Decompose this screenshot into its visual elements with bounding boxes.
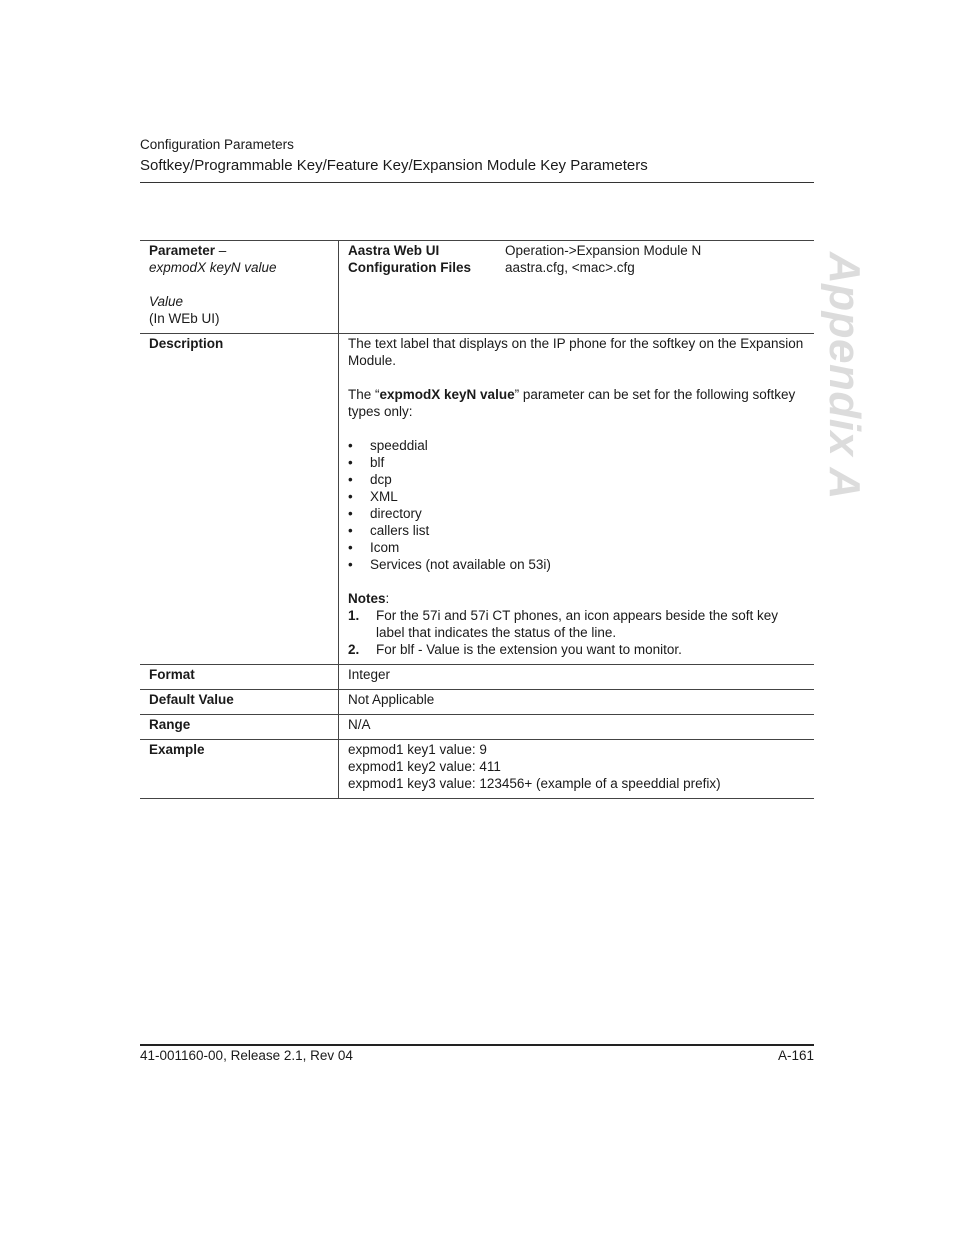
table-row-default-value bbox=[140, 690, 814, 715]
location-cell bbox=[339, 241, 815, 334]
note-item: 2. For blf - Value is the extension you want to monitor. bbox=[348, 642, 682, 657]
format-label: Format bbox=[140, 665, 339, 690]
footer-rule bbox=[140, 1044, 814, 1046]
header-rule bbox=[140, 182, 814, 183]
range-value: N/A bbox=[339, 715, 815, 740]
table-row-range bbox=[140, 715, 814, 740]
appendix-side-tab: Appendix A bbox=[820, 252, 869, 500]
page-number: A-161 bbox=[777, 1048, 814, 1063]
note-item: 1. For the 57i and 57i CT phones, an icon appears beside the soft key label that indicates the status of the line. bbox=[348, 608, 779, 640]
config-files-value: aastra.cfg, <mac>.cfg bbox=[505, 260, 635, 275]
footer-doc-id: 41-001160-00, Release 2.1, Rev 04 bbox=[140, 1048, 353, 1063]
parameter-name: expmodX keyN value bbox=[149, 260, 277, 275]
description-para1: The text label that displays on the IP phone for the softkey on the Expansion Module. bbox=[348, 336, 804, 368]
parameter-table bbox=[140, 240, 814, 799]
parameter-label: Parameter bbox=[149, 243, 216, 258]
parameter-dash: – bbox=[215, 243, 227, 258]
list-item: • Services (not available on 53i) bbox=[348, 556, 806, 573]
default-value-value: Not Applicable bbox=[339, 690, 815, 715]
example-label: Example bbox=[140, 740, 339, 799]
parameter-cell bbox=[140, 241, 339, 334]
description-label: Description bbox=[140, 334, 339, 665]
list-item: • callers list bbox=[348, 522, 806, 539]
list-item: • Icom bbox=[348, 539, 806, 556]
list-item: • blf bbox=[348, 454, 806, 471]
list-item: • XML bbox=[348, 488, 806, 505]
format-value: Integer bbox=[339, 665, 815, 690]
example-line: expmod1 key1 value: 9 bbox=[348, 742, 487, 757]
running-header-title: Softkey/Programmable Key/Feature Key/Expansion Module Key Parameters bbox=[140, 157, 648, 174]
example-line: expmod1 key3 value: 123456+ (example of a speeddial prefix) bbox=[348, 776, 721, 791]
default-value-label: Default Value bbox=[140, 690, 339, 715]
softkey-type-list bbox=[348, 437, 806, 573]
table-row-format bbox=[140, 665, 814, 690]
notes-list bbox=[348, 607, 806, 658]
example-cell bbox=[339, 740, 815, 799]
config-files-label: Configuration Files bbox=[348, 260, 471, 275]
web-ui-label: Aastra Web UI bbox=[348, 243, 440, 258]
value-note: (In WEb UI) bbox=[149, 311, 220, 326]
value-label: Value bbox=[149, 294, 184, 309]
list-item: • speeddial bbox=[348, 437, 806, 454]
table-row-example bbox=[140, 740, 814, 799]
web-ui-value: Operation->Expansion Module N bbox=[505, 243, 702, 258]
list-item: • dcp bbox=[348, 471, 806, 488]
running-header-section: Configuration Parameters bbox=[140, 137, 294, 152]
description-cell bbox=[339, 334, 815, 665]
list-item: • directory bbox=[348, 505, 806, 522]
description-para2: The “expmodX keyN value” parameter can be set for the following softkey types only: bbox=[348, 387, 796, 419]
range-label: Range bbox=[140, 715, 339, 740]
example-line: expmod1 key2 value: 411 bbox=[348, 759, 501, 774]
table-row-parameter bbox=[140, 241, 814, 334]
notes-heading: Notes: bbox=[348, 591, 390, 606]
table-row-description bbox=[140, 334, 814, 665]
